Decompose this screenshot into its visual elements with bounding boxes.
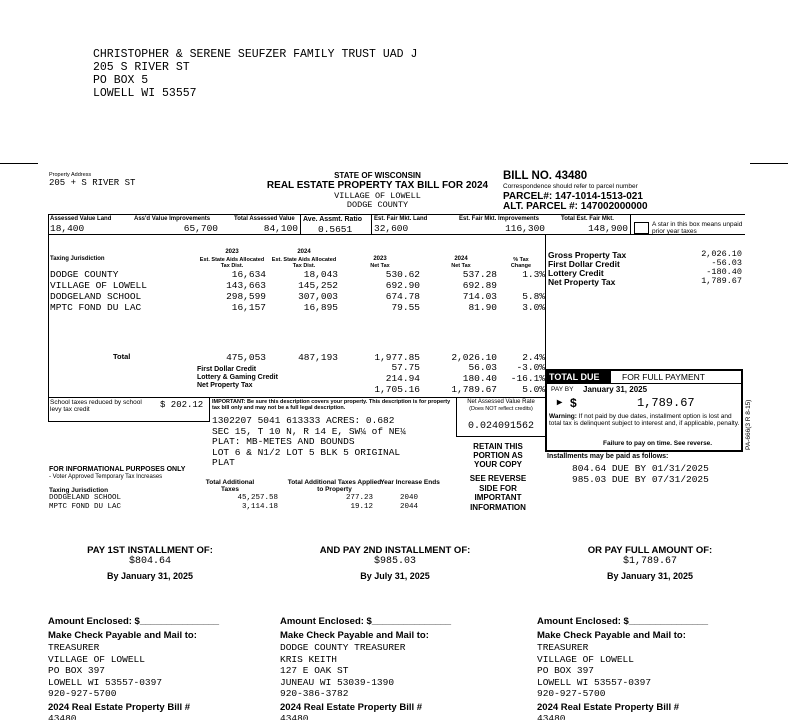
property-address: 205 + S RIVER ST	[49, 178, 136, 188]
total-due-amount: 1,789.67	[637, 396, 695, 410]
unpaid-star-box	[634, 222, 649, 234]
total-aid23: 475,053	[226, 352, 266, 363]
property-address-label: Property Address	[49, 172, 92, 178]
total-aid24: 487,193	[298, 352, 338, 363]
stub1-mailto: Amount Enclosed: $_______________ Make Check Payable and Mail to: TREASURER VILLAGE OF LOWELL PO BOX 397 LOWELL WI 53557-0397 920-927-5700 2024 Real Estate Property Bill # 43480	[48, 616, 220, 720]
info-row-name: MPTC FOND DU LAC	[49, 503, 122, 511]
mill-rate-label: Net Assessed Value Rate	[467, 399, 535, 405]
juris-header: Taxing Jurisdiction	[50, 256, 105, 262]
pct-header: % Tax Change	[510, 257, 532, 269]
star-note: A star in this box means unpaid prior year taxes	[652, 221, 743, 235]
fmv-land: 32,600	[374, 223, 409, 234]
legal-line3: PLAT: MB-METES AND BOUNDS	[212, 436, 355, 447]
full-payment-label: FOR FULL PAYMENT	[622, 372, 705, 382]
gross-label: Gross Property Tax	[548, 250, 627, 260]
stub3-amount: $1,789.67	[622, 556, 677, 567]
stub2-due: By July 31, 2025	[360, 571, 430, 581]
net-tax: 1,789.67	[701, 276, 742, 286]
info-sub: - Voter Approved Temporary Tax Increases	[49, 474, 163, 480]
form-code: PA-666(3 R 8-15)	[745, 399, 752, 450]
stub3-title: OR PAY FULL AMOUNT OF:	[587, 545, 713, 556]
stub2-title: AND PAY 2ND INSTALLMENT OF:	[319, 545, 471, 556]
important-note: IMPORTANT: Be sure this description covers your property. This description is for property tax bill only and may not be a full legal description.	[212, 399, 451, 411]
legal-line4: LOT 6 & N1/2 LOT 5 BLK 5 ORIGINAL	[212, 447, 401, 458]
lottery-credit-label: Lottery Credit	[548, 268, 604, 278]
gross: 2,026.10	[701, 249, 742, 259]
tax23-header: 2023	[373, 256, 387, 262]
stub1-due: By January 31, 2025	[106, 571, 194, 581]
total-tax24: 2,026.10	[451, 352, 497, 363]
mailing-address	[93, 48, 417, 100]
fdc: -56.03	[711, 258, 742, 268]
mailing-line1: 205 S RIVER ST	[93, 61, 190, 74]
assessed-improve-label: Ass'd Value Improvements	[134, 216, 211, 222]
info-title: FOR INFORMATIONAL PURPOSES ONLY	[49, 466, 186, 473]
header-county: DODGE COUNTY	[346, 200, 409, 210]
net-label: Net Property Tax	[197, 382, 253, 389]
info-juris-header: Taxing Jurisdiction	[49, 487, 109, 494]
juris-name: VILLAGE OF LOWELL	[50, 280, 147, 291]
first-dollar-label: First Dollar Credit	[197, 366, 257, 373]
mill-rate: 0.024091562	[467, 421, 534, 432]
ratio: 0.5651	[318, 224, 353, 235]
installment-1: 804.64 DUE BY 01/31/2025	[572, 463, 709, 474]
amount-enclosed-field[interactable]: Amount Enclosed: $_______________	[280, 616, 452, 627]
header-state: STATE OF WISCONSIN	[334, 171, 421, 180]
stub1-amount: $804.64	[128, 556, 171, 567]
cut-mark-left	[0, 163, 38, 164]
stub2-mailto: Amount Enclosed: $_______________ Make Check Payable and Mail to: DODGE COUNTY TREASURER KRIS KEITH 127 E OAK ST JUNEAU WI 53039-1390 920-386-3782 2024 Real Estate Property Bill # 43480	[280, 616, 452, 720]
arrow-right-icon: ▸	[557, 397, 563, 408]
pay-by-label: PAY BY	[551, 386, 574, 393]
total-dollar-sign: $	[570, 396, 577, 410]
legal-line5: PLAT	[212, 457, 235, 468]
correspondence-note: Correspondence should refer to parcel number	[503, 183, 638, 190]
reverse-note: SEE REVERSE SIDE FOR IMPORTANT INFORMATION	[469, 474, 527, 512]
assessed-land: 18,400	[50, 223, 85, 234]
mailing-line2: PO BOX 5	[93, 74, 149, 87]
lottery-credit: -180.40	[706, 267, 742, 277]
ratio-label: Ave. Assmt. Ratio	[303, 216, 362, 223]
cut-mark-right	[750, 163, 788, 164]
fmv-improve-label: Est. Fair Mkt. Improvements	[459, 216, 540, 222]
net-tax-label: Net Property Tax	[548, 277, 616, 287]
stub2-amount: $985.03	[373, 556, 416, 567]
warning-note: Warning: If not paid by due dates, installment option is lost and total tax is delinquent subject to interest and, if applicable, penalty.	[549, 413, 740, 427]
pay-by-date: January 31, 2025	[583, 385, 648, 394]
info-year-header: Year Increase Ends	[380, 479, 440, 486]
bill-number: BILL NO. 43480	[503, 170, 588, 182]
total-tax23: 1,977.85	[374, 352, 420, 363]
juris-name: MPTC FOND DU LAC	[50, 302, 142, 313]
legal-line1: 1302207 5041 613333 ACRES: 0.682	[212, 415, 395, 426]
assessed-improve: 65,700	[183, 223, 218, 234]
fmv-improve: 116,300	[505, 223, 545, 234]
mailing-name: CHRISTOPHER & SERENE SEUFZER FAMILY TRUST UAD J	[93, 48, 418, 61]
total-due-label: TOTAL DUE	[547, 371, 611, 383]
assessed-total: 84,100	[263, 223, 298, 234]
total-pct: 2.4%	[522, 352, 545, 363]
fmv-land-label: Est. Fair Mkt. Land	[374, 216, 428, 222]
fmv-total-label: Total Est. Fair Mkt.	[561, 216, 614, 222]
fdc-label: First Dollar Credit	[548, 259, 620, 269]
info-row-name: DODGELAND SCHOOL	[49, 494, 122, 502]
aid23-header: 2023	[225, 249, 239, 255]
header-title: REAL ESTATE PROPERTY TAX BILL FOR 2024	[266, 180, 489, 191]
mill-rate-sub: (Does NOT reflect credits)	[469, 406, 533, 412]
levy-label: School taxes reduced by school levy tax credit	[50, 399, 142, 413]
mailing-line3: LOWELL WI 53557	[93, 87, 197, 100]
tax24-header: 2024	[454, 256, 468, 262]
installment-2: 985.03 DUE BY 07/31/2025	[572, 474, 709, 485]
retain-note: RETAIN THIS PORTION AS YOUR COPY	[473, 442, 523, 469]
parcel-number: PARCEL#: 147-1014-1513-021	[503, 191, 643, 202]
assessed-land-label: Assessed Value Land	[50, 216, 112, 222]
amount-enclosed-field[interactable]: Amount Enclosed: $_______________	[537, 616, 709, 627]
stub1-title: PAY 1ST INSTALLMENT OF:	[87, 545, 213, 556]
legal-line2: SEC 15, T 10 N, R 14 E, SW¼ of NE¼	[212, 426, 406, 437]
levy-value: $ 202.12	[160, 400, 204, 410]
info-total-header: Total Additional Taxes	[205, 479, 255, 493]
stub3-mailto: Amount Enclosed: $_______________ Make Check Payable and Mail to: TREASURER VILLAGE OF LOWELL PO BOX 397 LOWELL WI 53557-0397 920-927-5700 2024 Real Estate Property Bill # 43480	[537, 616, 709, 720]
info-applied-header: Total Additional Taxes Applied to Property	[287, 479, 382, 493]
alt-parcel-number: ALT. PARCEL #: 147002000000	[503, 201, 648, 212]
lottery-label: Lottery & Gaming Credit	[197, 374, 278, 381]
total-label: Total	[113, 352, 131, 361]
juris-name: DODGE COUNTY	[50, 269, 119, 280]
failure-note: Failure to pay on time. See reverse.	[603, 440, 713, 447]
header-village: VILLAGE OF LOWELL	[334, 191, 421, 201]
aid24-header: 2024	[297, 249, 311, 255]
juris-name: DODGELAND SCHOOL	[50, 291, 142, 302]
amount-enclosed-field[interactable]: Amount Enclosed: $_______________	[48, 616, 220, 627]
installments-label: Installments may be paid as follows:	[547, 453, 669, 460]
fmv-total: 148,900	[588, 223, 628, 234]
assessed-total-label: Total Assessed Value	[234, 216, 295, 222]
stub3-due: By January 31, 2025	[606, 571, 694, 581]
